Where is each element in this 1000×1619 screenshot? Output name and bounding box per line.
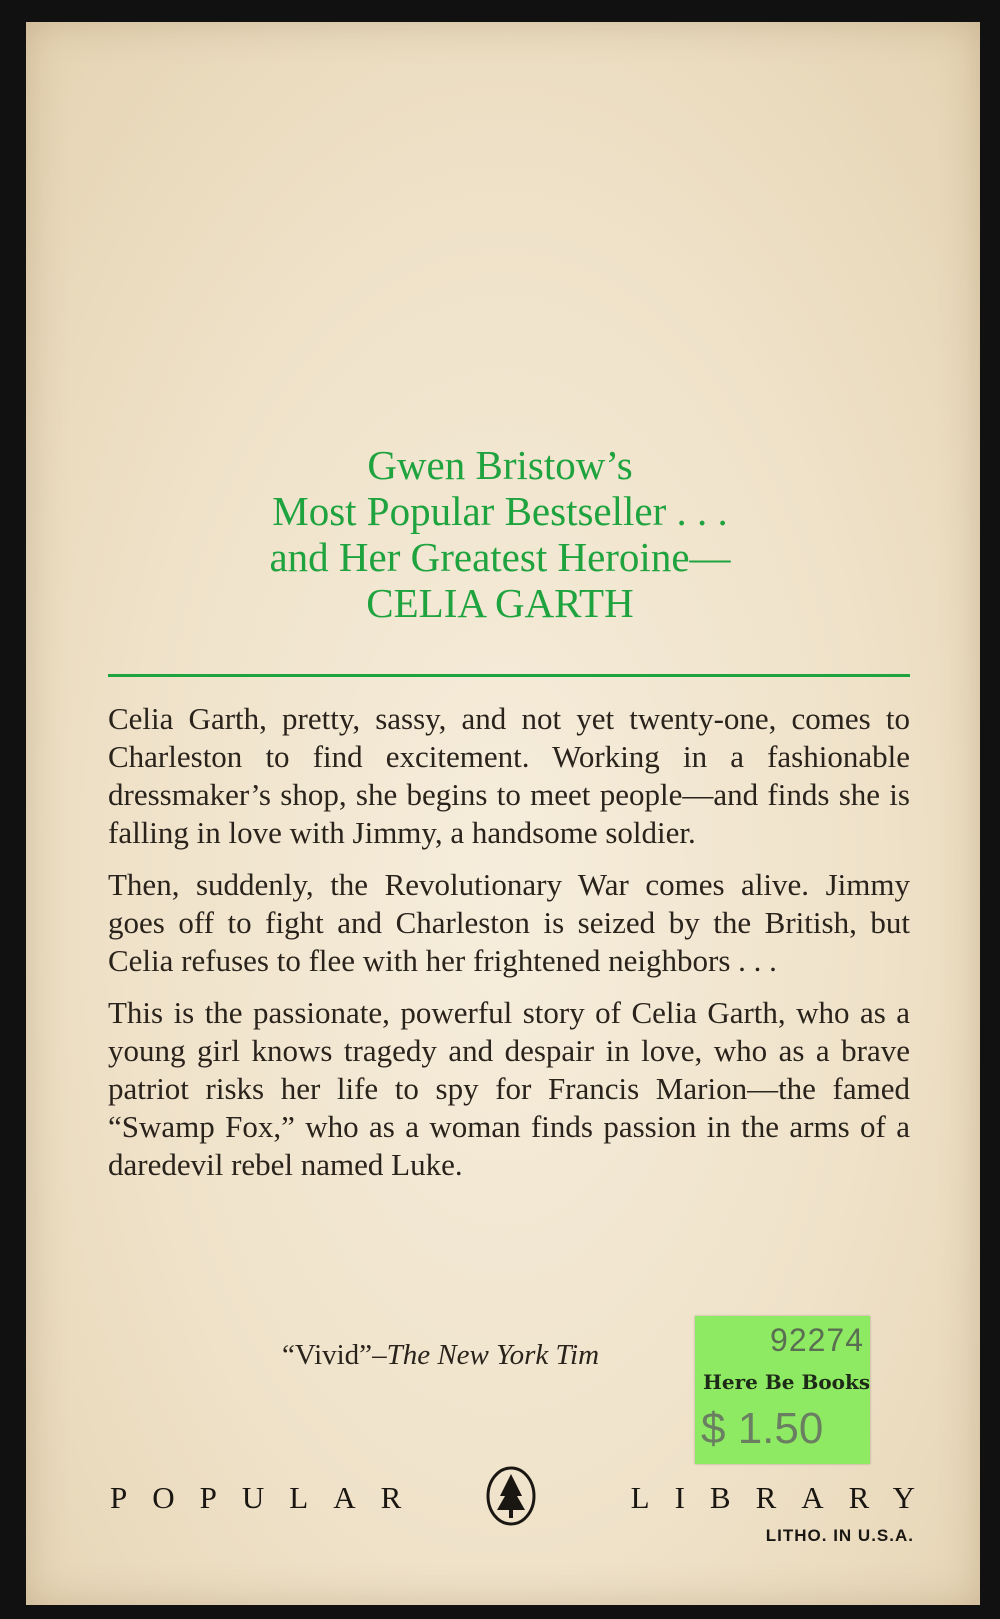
headline-line-3: and Her Greatest Heroine— [269,534,731,580]
tree-logo-icon [485,1466,537,1526]
headline-line-1: Gwen Bristow’s [367,442,633,488]
quote-dash: – [372,1339,387,1371]
quote-source: The New York Tim [386,1339,600,1371]
quote-text: “Vivid” [282,1339,373,1371]
sticker-price: $ 1.50 [701,1404,824,1453]
sticker-shop-name: Here Be Books [703,1370,871,1394]
headline-line-4: CELIA GARTH [366,580,634,626]
blurb-paragraph-3: This is the passionate, powerful story of Celia Garth, who as a young girl knows tragedy and despair in love, who as a brave patriot risks her life to spy for Francis Marion—the famed “Swamp Fox,” who as a woman finds passion in the arms of a daredevil rebel named Luke. [108,995,910,1182]
review-quote [282,1339,599,1372]
headline [0,442,1000,626]
blurb [108,700,910,1198]
blurb-paragraph-1: Celia Garth, pretty, sassy, and not yet twenty-one, comes to Charleston to find excitement. Working in a fashionable dressmaker’s shop, she begins to meet people—and finds she is falling in love with Jimmy, a handsome soldier. [108,701,910,850]
sticker-code: 92274 [770,1322,864,1358]
litho-credit: LITHO. IN U.S.A. [765,1526,914,1545]
publisher-imprint [110,1466,940,1526]
headline-line-2: Most Popular Bestseller . . . [272,488,728,534]
price-sticker [695,1316,870,1464]
publisher-word-library: LIBRARY [630,1480,940,1515]
publisher-word-popular: POPULAR [110,1480,427,1515]
green-divider [108,674,910,677]
blurb-paragraph-2: Then, suddenly, the Revolutionary War comes alive. Jimmy goes off to fight and Charleston is seized by the British, but Celia refuses to flee with her frightened neighbors . . . [108,867,910,978]
